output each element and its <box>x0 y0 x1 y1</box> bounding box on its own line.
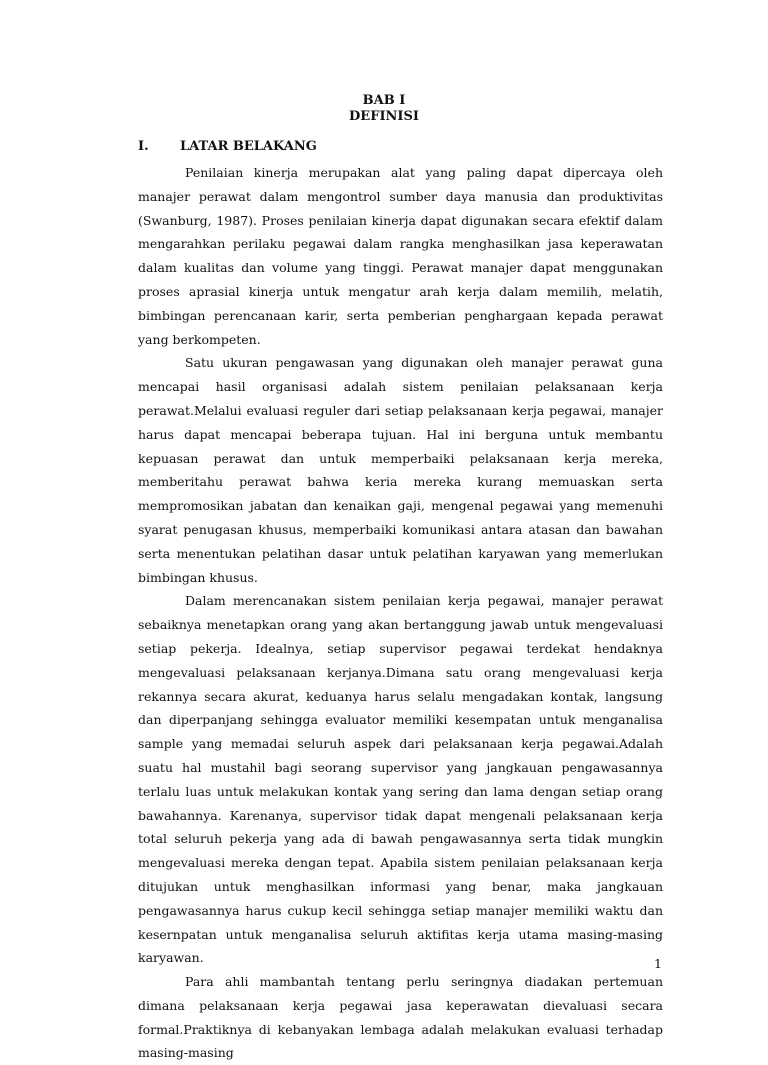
paragraph: Penilaian kinerja merupakan alat yang paling dapat dipercaya oleh manajer perawat dalam mengontrol sumber daya manusia dan produktivitas (Swanburg, 1987). Proses penilaian kinerja dapat digunakan secara efektif dalam mengarahkan perilaku pegawai dalam rangka menghasilkan jasa keperawatan dalam kualitas dan volume yang tinggi. Perawat manajer dapat menggunakan proses aprasial kinerja untuk mengatur arah kerja dalam memilih, melatih, bimbingan perencanaan karir, serta pemberian penghargaan kepada perawat yang berkompeten. <box>138 165 663 347</box>
chapter-title: DEFINISI <box>349 109 419 124</box>
section-title: LATAR BELAKANG <box>180 139 317 154</box>
page-number: 1 <box>654 956 662 971</box>
paragraph: Satu ukuran pengawasan yang digunakan oleh manajer perawat guna mencapai hasil organisasi adalah sistem penilaian pelaksanaan kerja perawat.Melalui evaluasi reguler dari setiap pelaksanaan kerja pegawai, manajer harus dapat mencapai beberapa tujuan. Hal ini berguna untuk membantu kepuasan perawat dan untuk memperbaiki pelaksanaan kerja mereka, memberitahu perawat bahwa keria mereka kurang memuaskan serta mempromosikan jabatan dan kenaikan gaji, mengenal pegawai yang memenuhi syarat penugasan khusus, memperbaiki komunikasi antara atasan dan bawahan serta menentukan pelatihan dasar untuk pelatihan karyawan yang memerlukan bimbingan khusus. <box>138 355 663 585</box>
document-body <box>138 161 663 1065</box>
chapter-label: BAB I <box>362 93 406 108</box>
section-number: I. <box>138 139 149 154</box>
section-heading <box>138 139 317 155</box>
paragraph: Dalam merencanakan sistem penilaian kerja pegawai, manajer perawat sebaiknya menetapkan orang yang akan bertanggung jawab untuk mengevaluasi setiap pekerja. Idealnya, setiap supervisor pegawai terdekat hendaknya mengevaluasi pelaksanaan kerjanya.Dimana satu orang mengevaluasi kerja rekannya secara akurat, keduanya harus selalu mengadakan kontak, langsung dan diperpanjang sehingga evaluator memiliki kesempatan untuk menganalisa sample yang memadai seluruh aspek dari pelaksanaan kerja pegawai.Adalah suatu hal mustahil bagi seorang supervisor yang jangkauan pengawasannya terlalu luas untuk melakukan kontak yang sering dan lama dengan setiap orang bawahannya. Karenanya, supervisor tidak dapat mengenali pelaksanaan kerja total seluruh pekerja yang ada di bawah pengawasannya serta tidak mungkin mengevaluasi mereka dengan tepat. Apabila sistem penilaian pelaksanaan kerja ditujukan untuk menghasilkan informasi yang benar, maka jangkauan pengawasannya harus cukup kecil sehingga setiap manajer memiliki waktu dan kesernpatan untuk menganalisa seluruh aktifitas kerja utama masing-masing karyawan. <box>138 593 663 966</box>
paragraph: Para ahli mambantah tentang perlu seringnya diadakan pertemuan dimana pelaksanaan kerja pegawai jasa keperawatan dievaluasi secara formal.Praktiknya di kebanyakan lembaga adalah melakukan evaluasi terhadap masing-masing <box>138 974 663 1061</box>
